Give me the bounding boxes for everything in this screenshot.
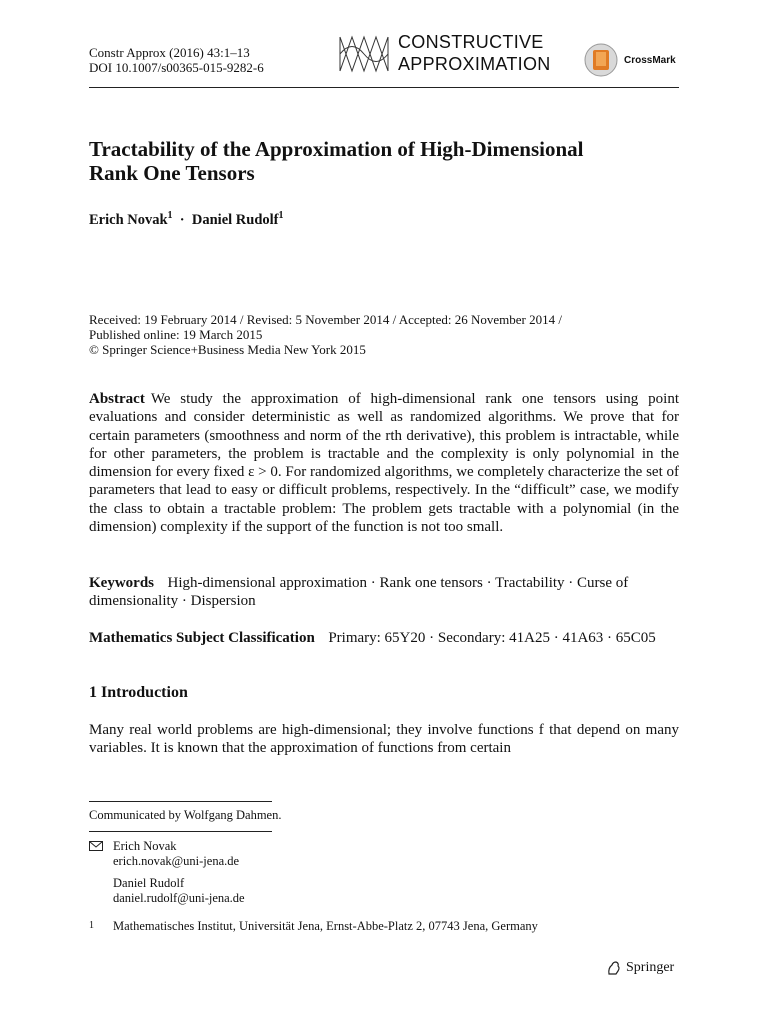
copyright: © Springer Science+Business Media New York 2015 <box>89 342 366 357</box>
affiliation-text: Mathematisches Institut, Universität Jena, Ernst-Abbe-Platz 2, 07743 Jena, Germany <box>113 919 538 933</box>
communicated-by: Communicated by Wolfgang Dahmen. <box>89 808 282 822</box>
msc-text: Primary: 65Y20 · Secondary: 41A25 · 41A63 · 65C05 <box>328 630 656 646</box>
author-1-aff: 1 <box>167 210 173 221</box>
title-line2: Rank One Tensors <box>89 161 255 185</box>
crossmark-badge[interactable] <box>584 43 676 77</box>
crossmark-icon <box>584 43 618 77</box>
dates-line1: Received: 19 February 2014 / Revised: 5 November 2014 / Accepted: 26 November 2014 / <box>89 312 562 327</box>
author1-contact <box>113 839 239 869</box>
header-rule <box>89 87 679 88</box>
author-1: Erich Novak <box>89 211 168 228</box>
envelope-icon <box>89 841 103 851</box>
author1-email[interactable]: erich.novak@uni-jena.de <box>113 854 240 868</box>
author1-name: Erich Novak <box>113 839 177 853</box>
msc-label: Mathematics Subject Classification <box>89 630 315 646</box>
author-2: Daniel Rudolf <box>191 211 279 228</box>
author2-name: Daniel Rudolf <box>113 876 185 890</box>
footnote-rule <box>89 801 272 802</box>
author-2-aff: 1 <box>278 210 284 221</box>
abstract-label: Abstract <box>89 391 145 407</box>
msc-classification <box>89 629 679 647</box>
dates-line2: Published online: 19 March 2015 <box>89 327 263 342</box>
publication-dates <box>89 312 689 357</box>
publisher-name: Springer <box>626 960 675 975</box>
keywords-label: Keywords <box>89 575 154 591</box>
journal-logo-icon <box>338 33 390 75</box>
authors <box>89 210 284 229</box>
footnote-rule-2 <box>89 831 272 832</box>
crossmark-label: CrossMark <box>624 54 676 66</box>
journal-line1: CONSTRUCTIVE <box>398 32 544 52</box>
citation: Constr Approx (2016) 43:1–13 <box>89 45 250 60</box>
abstract-text: We study the approximation of high-dimensional rank one tensors using point evaluations and consider deterministic as well as randomized algorithms. We prove that for certain parameters (smoothness and norm of the rth derivative), this problem is intractable, while for other parameters, the problem is tractable and the complexity is only polynomial in the dimension for every fixed ε > 0. For randomized algorithms, we completely characterize the set of parameters that lead to easy or difficult problems, respectively. In the “difficult” case, we modify the class to obtain a tractable problem: The problem gets tractable with a polynomial (in the dimension) complexity if the support of the function is not too small. <box>89 391 679 536</box>
doi: DOI 10.1007/s00365-015-9282-6 <box>89 60 264 75</box>
journal-line2: APPROXIMATION <box>398 54 551 74</box>
citation-block <box>89 45 264 75</box>
publisher-logo <box>606 960 674 976</box>
title-line1: Tractability of the Approximation of High-Dimensional <box>89 137 584 161</box>
author2-email[interactable]: daniel.rudolf@uni-jena.de <box>113 891 245 905</box>
keywords <box>89 574 679 611</box>
paper-title <box>89 137 689 185</box>
author2-contact <box>113 876 245 906</box>
journal-name <box>398 31 551 75</box>
section-heading: 1 Introduction <box>89 684 188 701</box>
affiliation-mark: 1 <box>89 920 94 931</box>
intro-text: Many real world problems are high-dimensional; they involve functions f that depend on many variables. It is known that the approximation of functions from certain <box>89 722 679 757</box>
author-sep: · <box>179 211 185 228</box>
springer-horse-icon <box>606 960 622 976</box>
abstract <box>89 390 679 536</box>
keywords-text: High-dimensional approximation · Rank one tensors · Tractability · Curse of dimensionality · Dispersion <box>89 575 629 610</box>
